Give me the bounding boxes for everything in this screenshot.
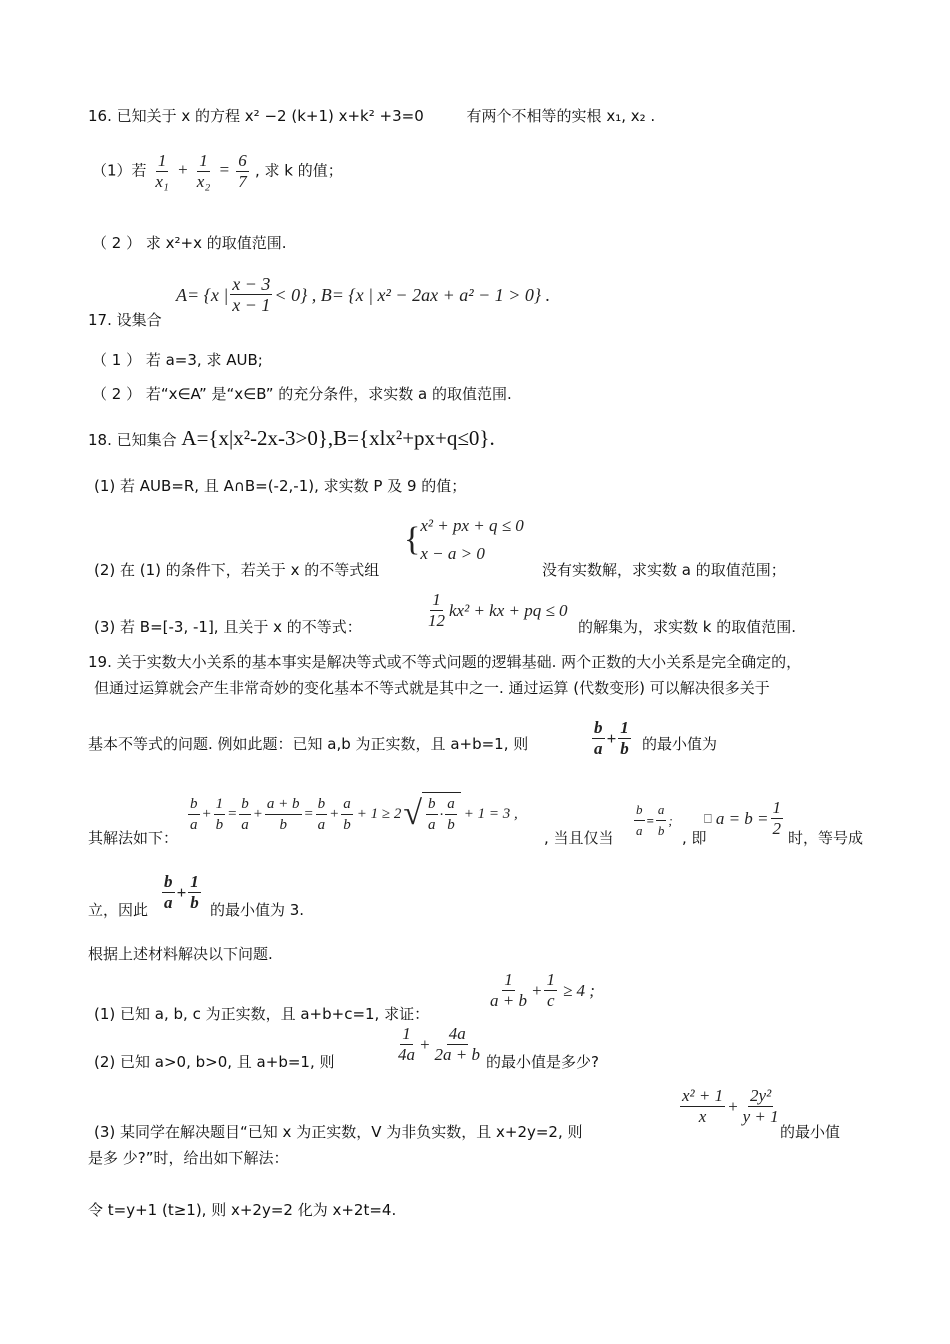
q19-li-pre: 立，因此 [88, 901, 149, 919]
q16-stem-text: 16. 已知关于 x 的方程 x² −2 (k+1) x+k² +3=0 [88, 107, 424, 125]
q19-sol-label: 其解法如下： [88, 829, 179, 847]
q17-set-expr: A= {x | $\frac{x - 3}{x - 1}$ < 0} , B= {x | x² − 2ax + a² − 1 > 0} . [176, 274, 551, 315]
q16-p1-frac3: $\frac{6}{7}$ [238, 150, 247, 191]
q19-line2: 但通过运算就会产生非常奇妙的变化基本不等式就是其中之一. 通过运算 (代数变形) 可以解决很多关于 [94, 679, 770, 697]
q16-p1-tail: , 求 k 的值； [254, 161, 343, 180]
q19-sol-cond: $\frac{b}{a}$ = $\frac{a}{b}$ ; [636, 802, 673, 838]
q18-p2-post: 没有实数解，求实数 a 的取值范围； [542, 561, 786, 579]
q18-p3-post: 的解集为，求实数 k 的取值范围. [578, 618, 796, 636]
q16-p1-frac2: $\frac{1}{\text{x₂}}$ [196, 150, 211, 191]
q18-stem-math: A={x|x²-2x-3>0},B={xlx²+px+q≤0}. [181, 426, 495, 450]
q19-solution [88, 792, 888, 852]
q19-line3-post: 的最小值为 [642, 735, 718, 753]
q19-line3-expr: $\frac{b}{a}$ + $\frac{1}{b}$ [594, 718, 629, 758]
q18-p2-system: { x² + px + q ≤ 0 x − a > 0 [404, 516, 524, 563]
q18-part1: (1) 若 AUB=R, 且 A∩B=(-2,-1), 求实数 P 及 9 的值； [94, 477, 467, 495]
q19-sol-value: ⎕ a = b = $\frac{1}{2}$ [704, 798, 782, 838]
q17-part1: （ 1 ） 若 a=3, 求 AUB; [92, 351, 263, 369]
q19-last-line: 令 t=y+1 (t≥1), 则 x+2y=2 化为 x+2t=4. [88, 1201, 397, 1219]
q16-part1: （1）若 $\frac{1}{\text{x₁}}$ + $\frac{1}{\text{x₂}}$ = $\frac{6}{7}$ , 求 k 的值； [92, 150, 343, 191]
q19-p2-post: 的最小值是多少? [486, 1053, 599, 1071]
q16-p1-frac1: $\frac{1}{\text{x₁}}$ [155, 150, 169, 191]
q19-sol-sqrt: √ $\frac{b}{a}$ · $\frac{a}{b}$ [403, 792, 460, 836]
q17-stem-text: 17. 设集合 [88, 311, 162, 329]
q19-sol-end: 时，等号成 [788, 829, 864, 847]
q16-stem-tail: 有两个不相等的实根 x₁, x₂ . [466, 107, 656, 125]
q19-p3-pre: (3) 某同学在解决题目“已知 x 为正实数，V 为非负实数，且 x+2y=2, 则 [94, 1123, 583, 1141]
q18-stem [88, 424, 495, 454]
q19-p1-pre: (1) 已知 a, b, c 为正实数，且 a+b+c=1, 求证： [94, 1005, 430, 1023]
q19-sol-ji: , 即 [682, 829, 707, 847]
q19-li-expr: $\frac{b}{a}$ + $\frac{1}{b}$ [164, 872, 199, 912]
q19-p2-expr: $\frac{1}{4a}$ + $\frac{4a}{2a + b}$ [398, 1024, 480, 1064]
q19-li-post: 的最小值为 3. [210, 901, 305, 919]
q17-part2: （ 2 ） 若“x∈A” 是“x∈B” 的充分条件，求实数 a 的取值范围. [92, 385, 512, 403]
q16-part2: （ 2 ） 求 x²+x 的取值范围. [92, 234, 287, 252]
q19-sol-mid: , 当且仅当 [544, 829, 614, 847]
q19-intro: 根据上述材料解决以下问题. [88, 945, 273, 963]
q19-p3-expr: $\frac{\text{x² + 1}}{x}$ + $\frac{\text{2y²}}{y + 1}$ [682, 1086, 779, 1126]
q18-stem-pre: 18. 已知集合 [88, 431, 177, 449]
q19-p3-post: 的最小值 [780, 1123, 841, 1141]
q19-part3-line2: 是多 少?”时，给出如下解法： [88, 1149, 289, 1167]
q19-p1-expr: $\frac{1}{a + b}$ + $\frac{1}{c}$ ≥ 4 ; [490, 970, 595, 1010]
q19-line1: 19. 关于实数大小关系的基本事实是解决等式或不等式问题的逻辑基础. 两个正数的大小关系是完全确定的， [88, 653, 802, 671]
q16-p1-label: （1）若 [92, 161, 147, 180]
q18-p2-pre: (2) 在 (1) 的条件下，若关于 x 的不等式组 [94, 561, 380, 579]
q16-stem [88, 106, 655, 126]
q18-p3-pre: (3) 若 B=[-3, -1], 且关于 x 的不等式： [94, 618, 362, 636]
q19-p2-pre: (2) 已知 a>0, b>0, 且 a+b=1, 则 [94, 1053, 335, 1071]
q19-line3-pre: 基本不等式的问题. 例如此题：已知 a,b 为正实数，且 a+b=1, 则 [88, 735, 529, 753]
q18-p3-ineq: $\frac{1}{12}$ kx² + kx + pq ≤ 0 [428, 590, 568, 630]
q19-sol-expr: $\frac{b}{a}$ + $\frac{1}{b}$ = $\frac{b}{a}$ + $\frac{a + b}{b}$ = $\frac{b}{a}$ + $\frac{a}{b}$ + 1 ≥ 2 √ $\frac{b}{a}$ · $\frac{a}{b}$ + 1 = 3 , [186, 792, 518, 836]
